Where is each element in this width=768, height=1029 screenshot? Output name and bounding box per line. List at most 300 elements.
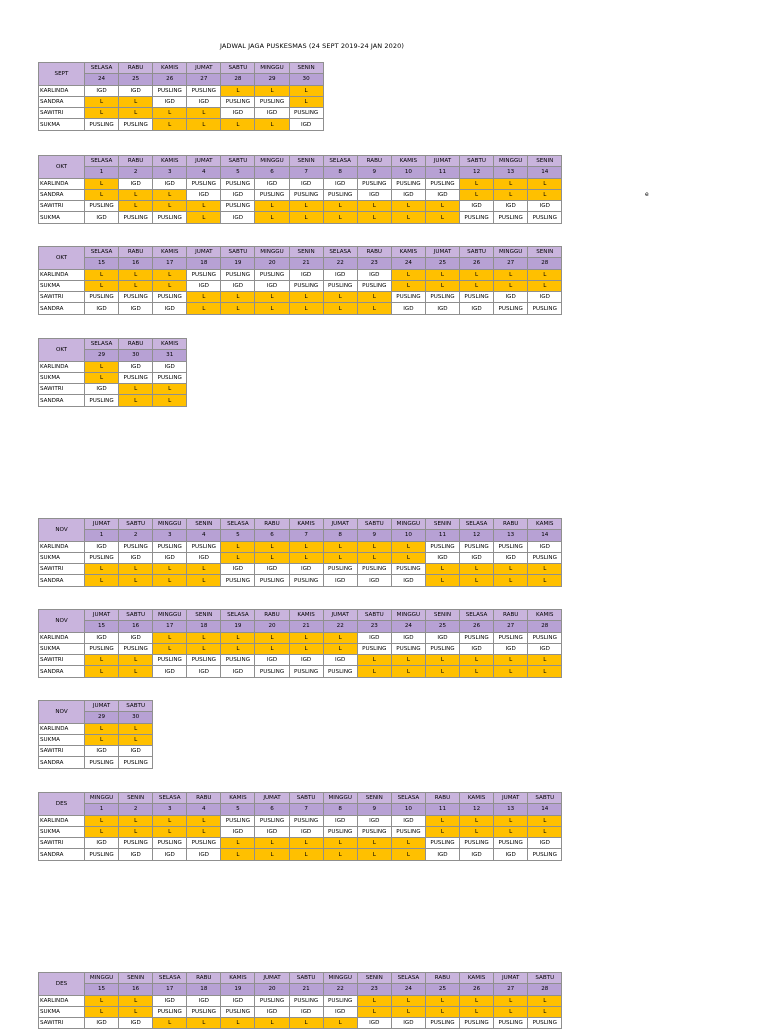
shift-cell: IGD [323, 178, 357, 189]
shift-cell: L [289, 85, 323, 96]
shift-cell: PUSLING [289, 995, 323, 1006]
day-header: RABU [357, 247, 391, 258]
day-header-row [39, 339, 187, 350]
shift-cell: IGD [221, 212, 255, 223]
shift-cell: IGD [357, 815, 391, 826]
date-header: 19 [221, 258, 255, 269]
date-header: 15 [85, 621, 119, 632]
staff-row [39, 746, 153, 757]
shift-cell: IGD [391, 575, 425, 586]
shift-cell: IGD [357, 189, 391, 200]
shift-cell: L [119, 734, 153, 745]
shift-cell: L [187, 643, 221, 654]
month-label: OKT [39, 247, 85, 270]
shift-cell: PUSLING [221, 201, 255, 212]
shift-cell: L [528, 666, 562, 677]
shift-cell: PUSLING [119, 119, 153, 130]
day-header: MINGGU [391, 610, 425, 621]
shift-cell: IGD [460, 303, 494, 314]
shift-cell: L [323, 552, 357, 563]
shift-cell: L [391, 849, 425, 860]
date-header: 17 [153, 621, 187, 632]
shift-cell: L [119, 395, 153, 406]
staff-row [39, 1018, 562, 1029]
shift-cell: L [221, 552, 255, 563]
staff-name: SAWITRI [39, 655, 85, 666]
shift-cell: IGD [323, 815, 357, 826]
date-header: 1 [85, 167, 119, 178]
shift-cell: PUSLING [357, 826, 391, 837]
shift-cell: IGD [153, 178, 187, 189]
shift-cell: IGD [494, 552, 528, 563]
date-header: 8 [323, 804, 357, 815]
shift-cell: PUSLING [425, 178, 459, 189]
staff-name: KARLINDA [39, 85, 85, 96]
staff-row [39, 995, 562, 1006]
date-header: 26 [460, 258, 494, 269]
staff-name: KARLINDA [39, 995, 85, 1006]
day-header: SENIN [187, 610, 221, 621]
shift-cell: PUSLING [153, 1006, 187, 1017]
shift-cell: PUSLING [323, 826, 357, 837]
shift-cell: IGD [528, 541, 562, 552]
shift-cell: IGD [289, 655, 323, 666]
shift-cell: IGD [187, 552, 221, 563]
staff-name: SUKMA [39, 372, 85, 383]
day-header: KAMIS [153, 156, 187, 167]
shift-cell: L [85, 178, 119, 189]
shift-cell: IGD [221, 189, 255, 200]
shift-cell: PUSLING [323, 995, 357, 1006]
shift-cell: L [187, 201, 221, 212]
shift-cell: PUSLING [153, 372, 187, 383]
shift-cell: PUSLING [221, 96, 255, 107]
day-header: SELASA [460, 519, 494, 530]
date-header: 29 [85, 712, 119, 723]
shift-cell: PUSLING [323, 280, 357, 291]
day-header: SELASA [221, 610, 255, 621]
shift-cell: PUSLING [528, 1018, 562, 1029]
shift-cell: L [357, 303, 391, 314]
date-header: 28 [221, 74, 255, 85]
shift-cell: L [528, 280, 562, 291]
shift-cell: L [221, 85, 255, 96]
shift-cell: PUSLING [323, 189, 357, 200]
date-header: 24 [391, 984, 425, 995]
day-header: MINGGU [391, 519, 425, 530]
shift-cell: IGD [460, 201, 494, 212]
shift-cell: PUSLING [391, 826, 425, 837]
date-header: 14 [528, 804, 562, 815]
shift-cell: L [357, 1006, 391, 1017]
shift-cell: L [85, 826, 119, 837]
shift-cell: L [153, 643, 187, 654]
date-header: 20 [255, 984, 289, 995]
shift-cell: IGD [391, 189, 425, 200]
shift-cell: L [289, 849, 323, 860]
shift-cell: PUSLING [528, 632, 562, 643]
shift-cell: L [289, 838, 323, 849]
shift-cell: L [289, 541, 323, 552]
shift-cell: PUSLING [85, 395, 119, 406]
staff-name: SANDRA [39, 666, 85, 677]
shift-cell: IGD [255, 280, 289, 291]
date-header: 28 [528, 621, 562, 632]
shift-cell: L [289, 212, 323, 223]
shift-cell: L [119, 655, 153, 666]
date-header: 12 [460, 530, 494, 541]
shift-cell: IGD [323, 575, 357, 586]
month-label: NOV [39, 519, 85, 542]
shift-cell: PUSLING [187, 838, 221, 849]
shift-cell: PUSLING [494, 541, 528, 552]
shift-cell: L [153, 826, 187, 837]
day-header: SABTU [460, 247, 494, 258]
shift-cell: IGD [425, 189, 459, 200]
shift-cell: IGD [85, 85, 119, 96]
shift-cell: L [187, 575, 221, 586]
shift-cell: L [221, 119, 255, 130]
shift-cell: L [289, 96, 323, 107]
date-header: 28 [528, 984, 562, 995]
staff-row [39, 655, 562, 666]
shift-cell: IGD [494, 201, 528, 212]
staff-row [39, 212, 562, 223]
shift-cell: L [187, 826, 221, 837]
day-header: SENIN [528, 156, 562, 167]
day-header: SABTU [289, 793, 323, 804]
shift-cell: PUSLING [494, 212, 528, 223]
shift-cell: L [85, 372, 119, 383]
day-header: KAMIS [289, 610, 323, 621]
date-header: 8 [323, 167, 357, 178]
month-label: OKT [39, 156, 85, 179]
day-header: JUMAT [425, 156, 459, 167]
day-header: KAMIS [460, 973, 494, 984]
shift-cell: L [357, 292, 391, 303]
date-header: 1 [85, 804, 119, 815]
day-header: MINGGU [255, 247, 289, 258]
shift-cell: IGD [425, 303, 459, 314]
shift-cell: PUSLING [153, 212, 187, 223]
shift-cell: PUSLING [289, 815, 323, 826]
shift-cell: IGD [425, 632, 459, 643]
shift-cell: L [85, 108, 119, 119]
day-header-row [39, 973, 562, 984]
date-header: 15 [85, 984, 119, 995]
staff-name: SAWITRI [39, 384, 85, 395]
shift-cell: L [425, 564, 459, 575]
shift-cell: IGD [85, 746, 119, 757]
staff-name: KARLINDA [39, 815, 85, 826]
staff-row [39, 826, 562, 837]
staff-name: SAWITRI [39, 564, 85, 575]
date-header: 25 [425, 258, 459, 269]
day-header: SABTU [119, 610, 153, 621]
day-header: KAMIS [391, 156, 425, 167]
staff-row [39, 734, 153, 745]
shift-cell: IGD [153, 96, 187, 107]
shift-cell: L [153, 119, 187, 130]
staff-row [39, 1006, 562, 1017]
shift-cell: L [528, 178, 562, 189]
day-header: SELASA [323, 156, 357, 167]
shift-cell: IGD [289, 178, 323, 189]
shift-cell: PUSLING [289, 280, 323, 291]
staff-name: SAWITRI [39, 1018, 85, 1029]
day-header: SELASA [460, 610, 494, 621]
shift-cell: L [357, 655, 391, 666]
date-header: 17 [153, 984, 187, 995]
staff-row [39, 119, 324, 130]
shift-cell: L [85, 575, 119, 586]
date-header: 4 [187, 167, 221, 178]
shift-cell: IGD [153, 303, 187, 314]
shift-cell: IGD [119, 632, 153, 643]
shift-cell: L [119, 575, 153, 586]
day-header: MINGGU [153, 610, 187, 621]
shift-cell: IGD [391, 1018, 425, 1029]
staff-name: SUKMA [39, 119, 85, 130]
date-header-row [39, 530, 562, 541]
shift-cell: L [460, 655, 494, 666]
shift-cell: IGD [460, 849, 494, 860]
day-header: SENIN [357, 973, 391, 984]
date-header: 16 [119, 984, 153, 995]
shift-cell: L [255, 85, 289, 96]
shift-cell: L [187, 564, 221, 575]
shift-cell: PUSLING [153, 655, 187, 666]
shift-cell: L [85, 1006, 119, 1017]
shift-cell: L [221, 632, 255, 643]
shift-cell: PUSLING [357, 564, 391, 575]
shift-cell: L [460, 564, 494, 575]
shift-cell: L [460, 280, 494, 291]
shift-cell: L [391, 541, 425, 552]
shift-cell: PUSLING [119, 757, 153, 768]
staff-row [39, 292, 562, 303]
staff-name: SANDRA [39, 849, 85, 860]
shift-cell: PUSLING [460, 212, 494, 223]
date-header: 15 [85, 258, 119, 269]
shift-cell: PUSLING [85, 201, 119, 212]
date-header: 27 [494, 984, 528, 995]
shift-cell: L [153, 189, 187, 200]
shift-cell: L [528, 655, 562, 666]
shift-cell: IGD [85, 838, 119, 849]
shift-cell: PUSLING [255, 666, 289, 677]
shift-cell: L [119, 108, 153, 119]
shift-cell: L [255, 838, 289, 849]
shift-cell: L [494, 564, 528, 575]
shift-cell: L [425, 280, 459, 291]
day-header-row [39, 63, 324, 74]
staff-name: SAWITRI [39, 201, 85, 212]
shift-cell: PUSLING [187, 541, 221, 552]
shift-cell: L [460, 815, 494, 826]
day-header: SABTU [357, 519, 391, 530]
shift-cell: IGD [289, 564, 323, 575]
staff-name: SAWITRI [39, 292, 85, 303]
date-header: 30 [119, 350, 153, 361]
staff-name: KARLINDA [39, 361, 85, 372]
schedule-table-sept [38, 62, 324, 131]
day-header: KAMIS [528, 519, 562, 530]
shift-cell: PUSLING [221, 178, 255, 189]
shift-cell: L [357, 995, 391, 1006]
day-header: SELASA [85, 339, 119, 350]
shift-cell: IGD [85, 384, 119, 395]
day-header: MINGGU [85, 793, 119, 804]
day-header: KAMIS [460, 793, 494, 804]
shift-cell: L [357, 552, 391, 563]
day-header-row [39, 519, 562, 530]
staff-row [39, 552, 562, 563]
date-header: 25 [119, 74, 153, 85]
date-header: 29 [255, 74, 289, 85]
date-header: 8 [323, 530, 357, 541]
date-header: 20 [255, 621, 289, 632]
shift-cell: PUSLING [255, 189, 289, 200]
shift-cell: PUSLING [357, 178, 391, 189]
day-header: SENIN [425, 610, 459, 621]
staff-row [39, 178, 562, 189]
date-header: 27 [494, 258, 528, 269]
shift-cell: L [323, 292, 357, 303]
date-header: 6 [255, 530, 289, 541]
staff-row [39, 395, 187, 406]
staff-name: SANDRA [39, 757, 85, 768]
schedule-table-okt [38, 338, 187, 407]
day-header: MINGGU [494, 156, 528, 167]
shift-cell: PUSLING [119, 643, 153, 654]
shift-cell: L [391, 995, 425, 1006]
shift-cell: IGD [323, 1006, 357, 1017]
date-header: 10 [391, 804, 425, 815]
shift-cell: L [357, 666, 391, 677]
staff-name: SUKMA [39, 280, 85, 291]
shift-cell: IGD [289, 119, 323, 130]
shift-cell: L [528, 575, 562, 586]
shift-cell: IGD [187, 96, 221, 107]
shift-cell: L [323, 643, 357, 654]
shift-cell: L [187, 212, 221, 223]
shift-cell: PUSLING [460, 632, 494, 643]
date-header: 11 [425, 530, 459, 541]
staff-row [39, 757, 153, 768]
shift-cell: L [221, 838, 255, 849]
day-header: SENIN [119, 973, 153, 984]
shift-cell: L [323, 201, 357, 212]
date-header: 20 [255, 258, 289, 269]
staff-row [39, 96, 324, 107]
shift-cell: L [187, 108, 221, 119]
shift-cell: IGD [119, 849, 153, 860]
shift-cell: IGD [391, 632, 425, 643]
staff-row [39, 201, 562, 212]
day-header-row [39, 247, 562, 258]
shift-cell: IGD [357, 1018, 391, 1029]
shift-cell: L [221, 541, 255, 552]
staff-row [39, 85, 324, 96]
date-header: 16 [119, 258, 153, 269]
schedule-table-nov [38, 518, 562, 587]
date-header: 22 [323, 984, 357, 995]
shift-cell: L [425, 201, 459, 212]
date-header: 28 [528, 258, 562, 269]
shift-cell: L [85, 96, 119, 107]
staff-row [39, 189, 562, 200]
shift-cell: IGD [357, 632, 391, 643]
day-header: SELASA [323, 247, 357, 258]
shift-cell: PUSLING [460, 838, 494, 849]
day-header: SENIN [357, 793, 391, 804]
shift-cell: L [119, 269, 153, 280]
shift-cell: PUSLING [494, 1018, 528, 1029]
shift-cell: L [119, 1006, 153, 1017]
date-header: 27 [187, 74, 221, 85]
day-header: SABTU [460, 156, 494, 167]
day-header: KAMIS [528, 610, 562, 621]
shift-cell: L [494, 815, 528, 826]
shift-cell: L [153, 384, 187, 395]
shift-cell: L [460, 826, 494, 837]
date-header: 3 [153, 804, 187, 815]
day-header: SABTU [528, 793, 562, 804]
day-header-row [39, 156, 562, 167]
day-header: SELASA [85, 156, 119, 167]
day-header: KAMIS [153, 339, 187, 350]
day-header: SENIN [289, 247, 323, 258]
date-header: 4 [187, 804, 221, 815]
schedule-table-des [38, 792, 562, 861]
shift-cell: IGD [221, 108, 255, 119]
shift-cell: L [153, 269, 187, 280]
shift-cell: L [425, 815, 459, 826]
shift-cell: L [153, 280, 187, 291]
shift-cell: L [85, 666, 119, 677]
shift-cell: L [357, 838, 391, 849]
shift-cell: PUSLING [528, 552, 562, 563]
day-header: SENIN [425, 519, 459, 530]
shift-cell: IGD [391, 303, 425, 314]
shift-cell: L [528, 826, 562, 837]
shift-cell: PUSLING [187, 1006, 221, 1017]
staff-row [39, 815, 562, 826]
shift-cell: L [255, 292, 289, 303]
shift-cell: L [119, 564, 153, 575]
staff-row [39, 564, 562, 575]
day-header: MINGGU [494, 247, 528, 258]
staff-row [39, 384, 187, 395]
day-header: JUMAT [187, 247, 221, 258]
date-header: 1 [85, 530, 119, 541]
day-header: SELASA [153, 793, 187, 804]
shift-cell: IGD [153, 552, 187, 563]
shift-cell: IGD [119, 746, 153, 757]
shift-cell: IGD [494, 643, 528, 654]
shift-cell: IGD [187, 666, 221, 677]
date-header: 22 [323, 258, 357, 269]
date-header: 9 [357, 530, 391, 541]
shift-cell: L [119, 96, 153, 107]
shift-cell: IGD [221, 280, 255, 291]
day-header: KAMIS [289, 519, 323, 530]
shift-cell: PUSLING [255, 575, 289, 586]
shift-cell: IGD [255, 655, 289, 666]
day-header: MINGGU [255, 63, 289, 74]
shift-cell: L [357, 212, 391, 223]
